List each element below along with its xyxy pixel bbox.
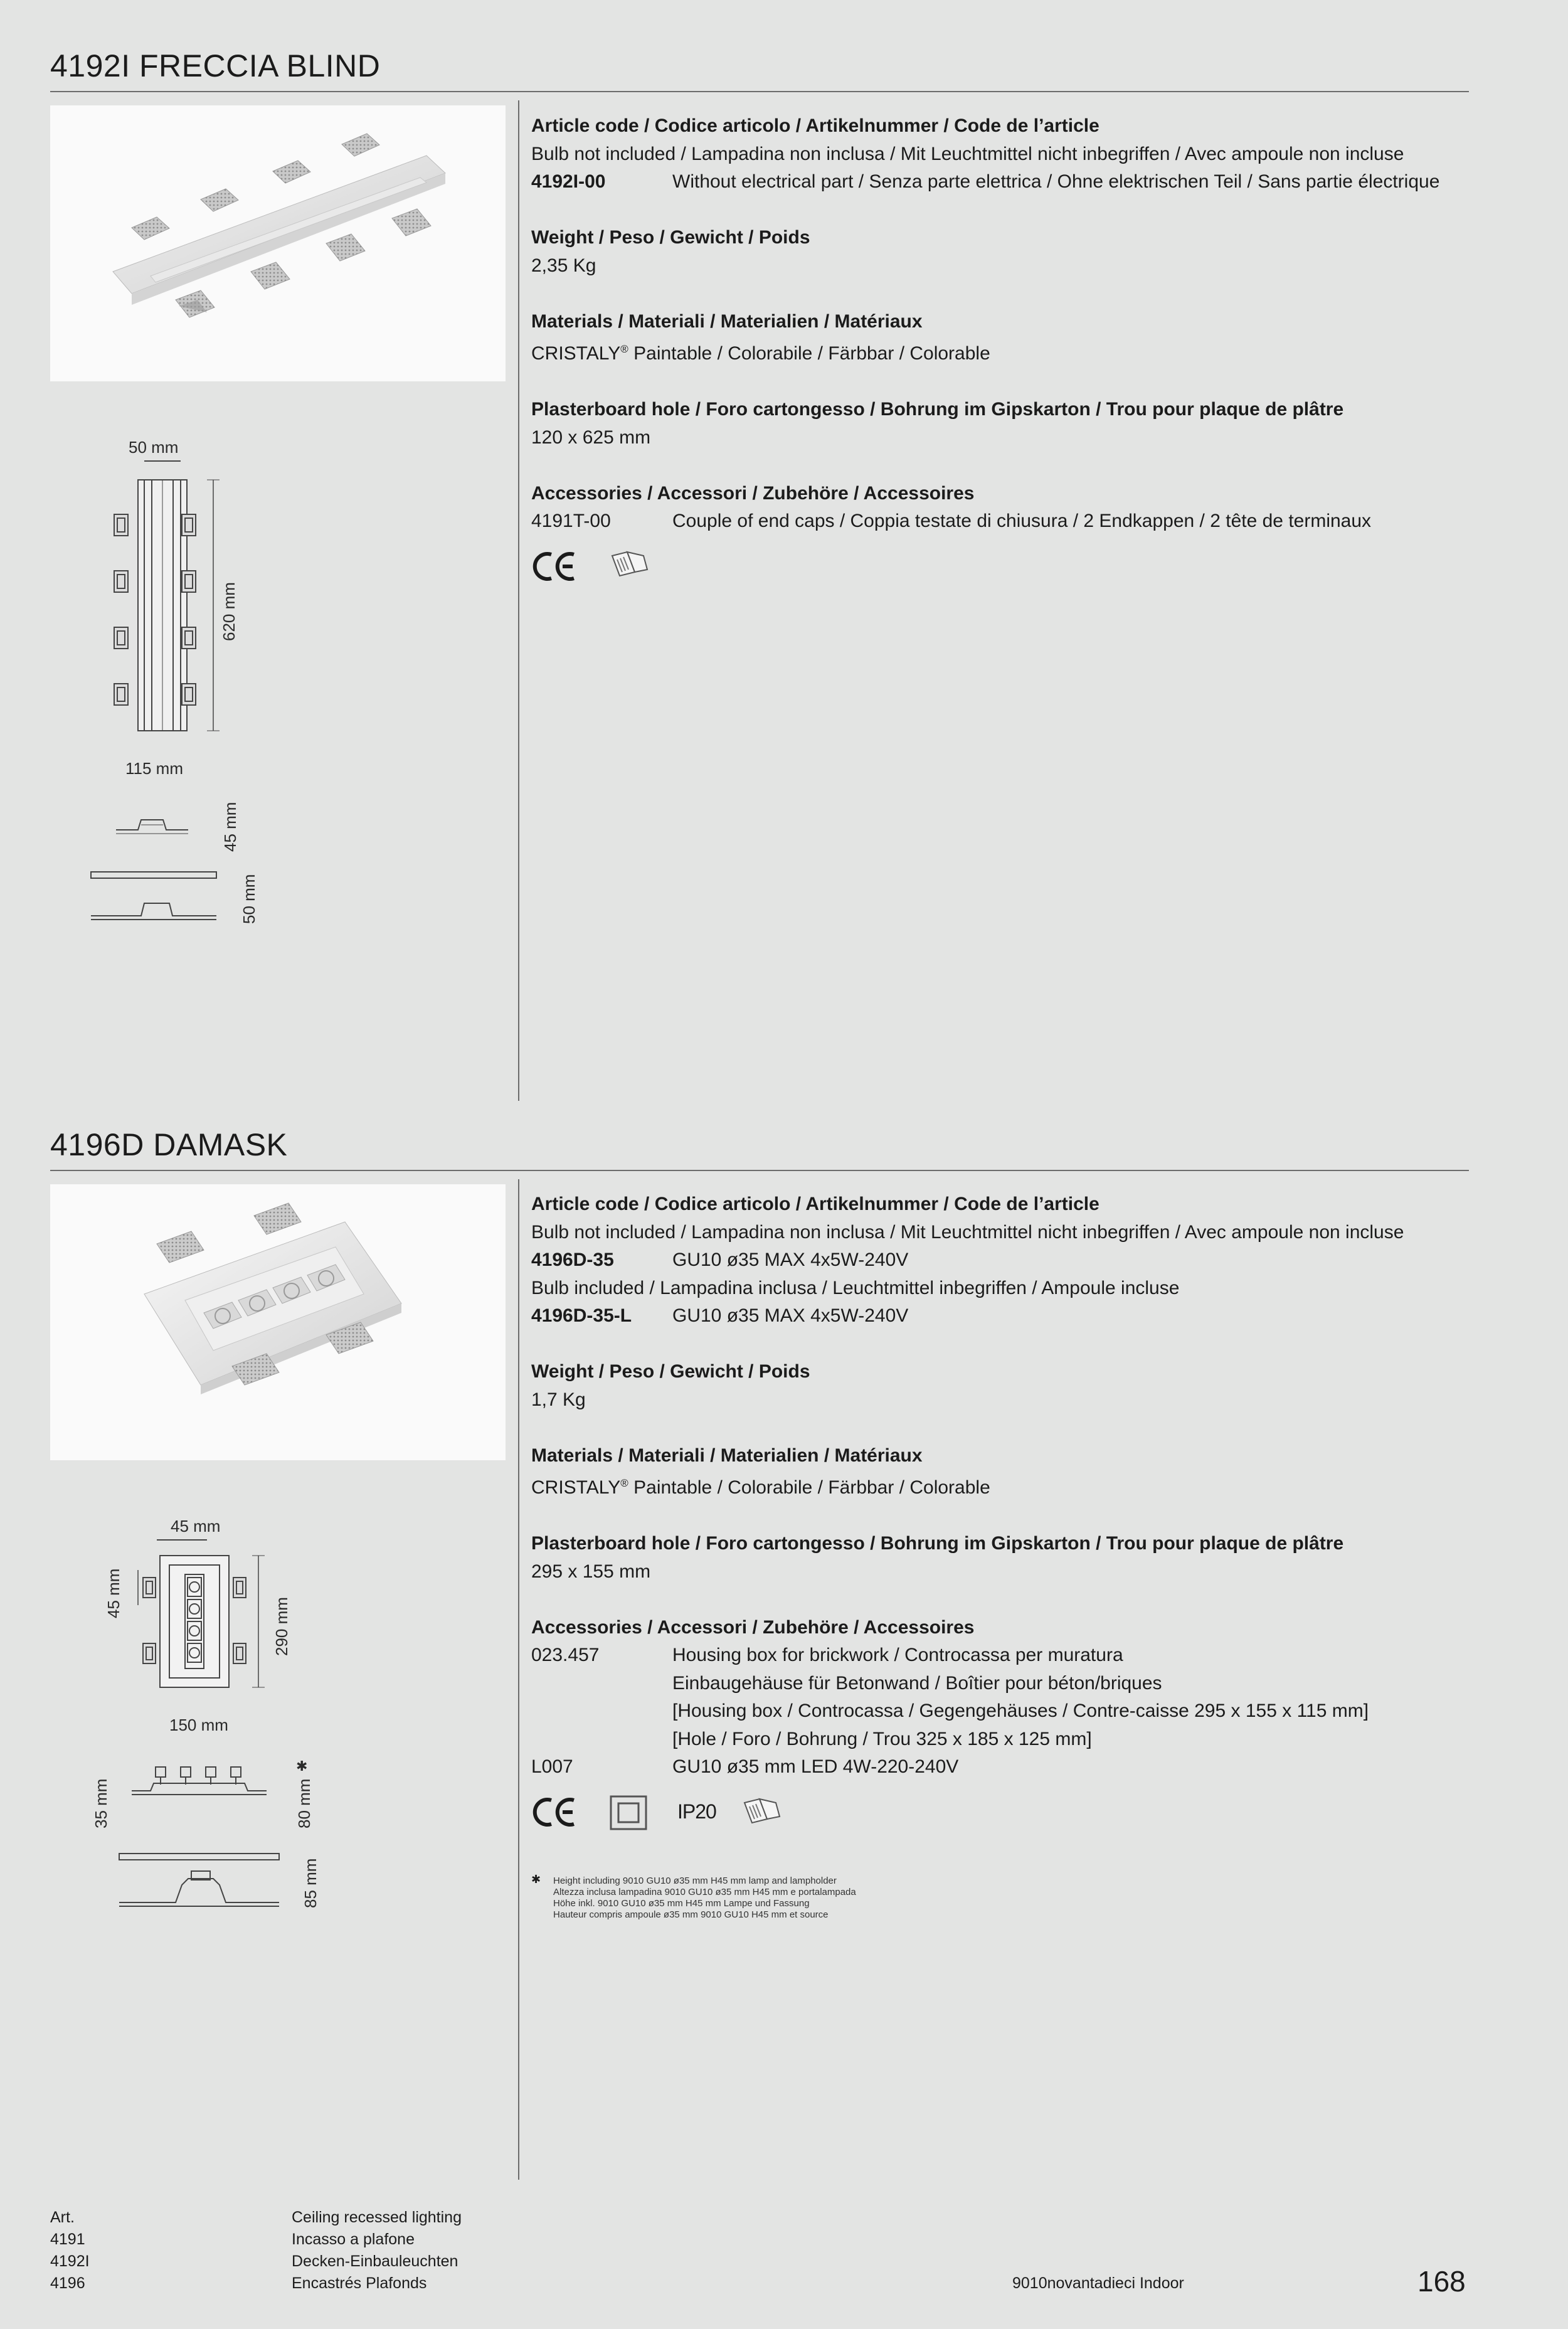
asterisk-mark: ✱ — [296, 1758, 308, 1774]
accessory-code: 023.457 — [531, 1645, 600, 1665]
accessory-desc: [Hole / Foro / Bohrung / Trou 325 x 185 x 125 mm] — [672, 1728, 1092, 1749]
section-drawing-2 — [119, 1854, 282, 1910]
product-image-freccia — [50, 105, 506, 381]
material-brand: CRISTALY — [531, 1477, 621, 1498]
ce-mark-icon — [531, 551, 578, 582]
footer-art-code: 4196 — [50, 2274, 85, 2292]
accessory-desc: [Housing box / Controcassa / Gegengehäuses / Contre-caisse 295 x 155 x 115 mm] — [672, 1700, 1369, 1721]
footnote-line: Altezza inclusa lampadina 9010 GU10 ø35 mm H45 mm e portalampada — [553, 1887, 856, 1897]
ce-mark-icon — [531, 1796, 578, 1828]
footnote-line: Hauteur compris ampoule ø35 mm 9010 GU10 H45 mm et source — [553, 1909, 829, 1920]
footnote-line: Height including 9010 GU10 ø35 mm H45 mm lamp and lampholder — [553, 1875, 837, 1886]
dim-side-depth: 45 mm — [221, 802, 240, 852]
product-photo — [50, 105, 506, 381]
hole-heading: Plasterboard hole / Foro cartongesso / Bohrung im Gipskarton / Trou pour plaque de plâtre — [531, 1533, 1344, 1554]
accessories-heading: Accessories / Accessori / Zubehöre / Accessoires — [531, 1616, 975, 1638]
dim-left-width: 45 mm — [104, 1568, 123, 1618]
weight-heading: Weight / Peso / Gewicht / Poids — [531, 1361, 810, 1382]
dim-top-width: 45 mm — [171, 1517, 221, 1536]
footer-art-code: 4191 — [50, 2231, 85, 2248]
registered-mark: ® — [620, 343, 628, 355]
accessory-row — [531, 1753, 1466, 1781]
hole-value: 120 x 625 mm — [531, 427, 651, 448]
materials-value — [531, 1470, 1466, 1502]
dim-bottom-width: 150 mm — [169, 1716, 228, 1734]
bulb-note: Bulb not included / Lampadina non inclusa / Mit Leuchtmittel nicht inbegriffen / Avec ampoule non incluse — [531, 143, 1404, 164]
dim-height: 620 mm — [220, 582, 238, 641]
bulb-note: Bulb not included / Lampadina non inclusa / Mit Leuchtmittel nicht inbegriffen / Avec ampoule non incluse — [531, 1221, 1404, 1243]
product-image-damask — [50, 1184, 506, 1460]
hole-heading: Plasterboard hole / Foro cartongesso / Bohrung im Gipskarton / Trou pour plaque de plâtre — [531, 399, 1344, 420]
column-divider — [518, 100, 519, 1101]
registered-mark: ® — [620, 1477, 628, 1489]
class-two-insulation-icon — [610, 1795, 647, 1830]
hole-value: 295 x 155 mm — [531, 1561, 651, 1582]
article-row — [531, 1302, 1466, 1330]
materials-heading: Materials / Materiali / Materialien / Matériaux — [531, 1445, 923, 1466]
article-desc: GU10 ø35 MAX 4x5W-240V — [672, 1249, 909, 1270]
title-rule — [50, 1170, 1469, 1171]
article-code: 4196D-35-L — [531, 1305, 632, 1326]
dim-top-width: 50 mm — [129, 438, 179, 457]
accessory-desc: Einbaugehäuse für Betonwand / Boîtier pour béton/briques — [672, 1672, 1162, 1694]
footnote — [553, 1875, 992, 1921]
footer-category-line: Encastrés Plafonds — [292, 2274, 427, 2292]
dim-side-total: 80 mm — [295, 1778, 314, 1828]
instruction-manual-icon — [742, 1798, 781, 1825]
article-row — [531, 1246, 1466, 1275]
footer-category-line: Ceiling recessed lighting — [292, 2209, 462, 2226]
accessory-code: L007 — [531, 1756, 573, 1777]
dim-side-overall: 85 mm — [301, 1858, 320, 1908]
accessory-desc: Couple of end caps / Coppia testate di chiusura / 2 Endkappen / 2 tête de terminaux — [672, 511, 1372, 531]
accessory-row — [531, 507, 1466, 536]
footer-brand: 9010novantadieci Indoor — [1012, 2274, 1184, 2292]
footer-category-line: Incasso a plafone — [292, 2231, 415, 2248]
material-rest: Paintable / Colorabile / Färbbar / Colorable — [628, 1477, 990, 1498]
article-code-heading: Article code / Codice articolo / Artikelnummer / Code de l’article — [531, 115, 1099, 136]
product-title: 4192I FRECCIA BLIND — [50, 48, 381, 83]
footer-art-code: 4192I — [50, 2252, 90, 2270]
product-info — [531, 1191, 1466, 1781]
footer-articles — [50, 2207, 90, 2295]
section-drawing-2 — [91, 872, 223, 922]
product-title: 4196D DAMASK — [50, 1127, 288, 1162]
accessory-desc: Housing box for brickwork / Controcassa per muratura — [672, 1645, 1123, 1665]
weight-value: 2,35 Kg — [531, 255, 596, 276]
article-row — [531, 168, 1466, 196]
article-code-heading: Article code / Codice articolo / Artikelnummer / Code de l’article — [531, 1194, 1099, 1214]
section-drawing-1 — [125, 1766, 276, 1803]
article-desc: GU10 ø35 MAX 4x5W-240V — [672, 1305, 909, 1326]
weight-value: 1,7 Kg — [531, 1389, 586, 1410]
footnote-asterisk: ✱ — [531, 1873, 541, 1886]
article-desc: Without electrical part / Senza parte elettrica / Ohne elektrischen Teil / Sans partie électrique — [672, 171, 1440, 192]
footer-category-line: Decken-Einbauleuchten — [292, 2252, 458, 2270]
article-code: 4192I-00 — [531, 171, 606, 192]
dim-side-depth: 35 mm — [92, 1778, 110, 1828]
material-rest: Paintable / Colorabile / Färbbar / Colorable — [628, 343, 990, 364]
product-photo — [50, 1184, 506, 1460]
footnote-line: Höhe inkl. 9010 GU10 ø35 mm H45 mm Lampe und Fassung — [553, 1898, 810, 1909]
instruction-manual-icon — [610, 551, 649, 578]
material-brand: CRISTALY — [531, 343, 621, 364]
accessory-desc: GU10 ø35 mm LED 4W-220-240V — [672, 1756, 959, 1777]
title-rule — [50, 91, 1469, 92]
product-info — [531, 112, 1466, 536]
bulb-included-note: Bulb included / Lampadina inclusa / Leuchtmittel inbegriffen / Ampoule incluse — [531, 1277, 1180, 1298]
accessories-heading: Accessories / Accessori / Zubehöre / Accessoires — [531, 482, 975, 504]
column-divider — [518, 1179, 519, 2180]
accessory-code: 4191T-00 — [531, 511, 611, 531]
ip-rating: IP20 — [677, 1800, 716, 1823]
footer-art-label: Art. — [50, 2209, 75, 2226]
materials-heading: Materials / Materiali / Materialien / Matériaux — [531, 310, 923, 332]
dim-bottom-width: 115 mm — [125, 759, 183, 778]
section-drawing-1 — [113, 812, 194, 837]
top-view-drawing — [125, 1540, 276, 1697]
dim-height: 290 mm — [272, 1597, 291, 1656]
article-code: 4196D-35 — [531, 1249, 614, 1270]
accessory-row — [531, 1642, 1466, 1670]
footer-category — [292, 2207, 462, 2295]
page-number: 168 — [1417, 2265, 1466, 2298]
dim-side-total: 50 mm — [240, 874, 258, 924]
materials-value — [531, 336, 1466, 368]
weight-heading: Weight / Peso / Gewicht / Poids — [531, 227, 810, 248]
